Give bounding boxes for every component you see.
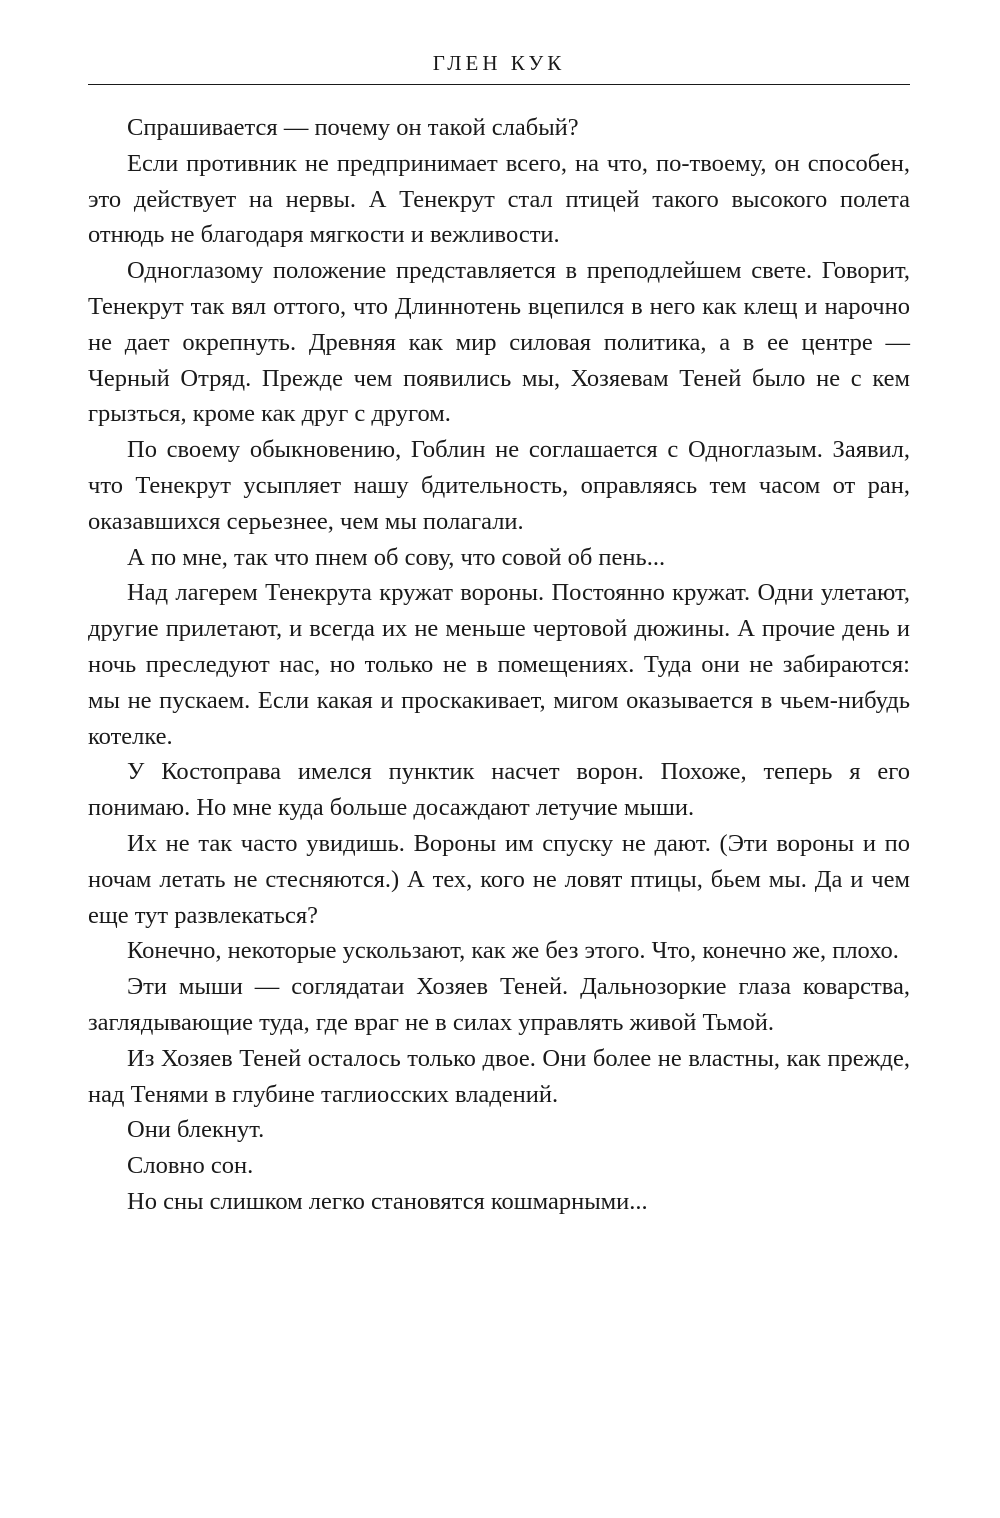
running-header: ГЛЕН КУК <box>432 51 566 75</box>
body-text <box>88 110 910 1220</box>
paragraph: Конечно, некоторые ускользают, как же без этого. Что, конечно же, плохо. <box>127 937 899 965</box>
paragraph: Над лагерем Тенекрута кружат вороны. Постоянно кружат. Одни улетают, другие прилетают, и всегда их не меньше чертовой дюжины. А прочие день и ночь преследуют нас, но только не в помещениях. Туда они не забираются: мы не пускаем. Если какая и проскакивает, мигом оказывается в чьем-нибудь котелке. <box>88 579 910 750</box>
header-rule <box>88 84 910 85</box>
paragraph: Одноглазому положение представляется в преподлейшем свете. Говорит, Тенекрут так вял оттого, что Длиннотень вцепился в него как клещ и нарочно не дает окрепнуть. Древняя как мир силовая политика, а в ее центре — Черный Отряд. Прежде чем появились мы, Хозяевам Теней было не с кем грызться, кроме как друг с другом. <box>88 257 910 428</box>
paragraph: Из Хозяев Теней осталось только двое. Они более не властны, как прежде, над Тенями в глубине таглиосских владений. <box>88 1044 910 1108</box>
paragraph: Словно сон. <box>127 1152 254 1180</box>
paragraph: Они блекнут. <box>127 1116 265 1144</box>
paragraph: Но сны слишком легко становятся кошмарными... <box>127 1187 648 1215</box>
paragraph: По своему обыкновению, Гоблин не соглашается с Одноглазым. Заявил, что Тенекрут усыпляет нашу бдительность, оправляясь тем часом от ран, оказавшихся серьезнее, чем мы полагали. <box>88 436 910 535</box>
paragraph: А по мне, так что пнем об сову, что совой об пень... <box>127 543 666 571</box>
paragraph: Если противник не предпринимает всего, на что, по-твоему, он способен, это действует на нервы. А Тенекрут стал птицей такого высокого полета отнюдь не благодаря мягкости и вежливости. <box>88 149 910 249</box>
paragraph: Их не так часто увидишь. Вороны им спуску не дают. (Эти вороны и по ночам летать не стесняются.) А тех, кого не ловят птицы, бьем мы. Да и чем еще тут развлекаться? <box>88 829 910 929</box>
paragraph: Эти мыши — соглядатаи Хозяев Теней. Дальнозоркие глаза коварства, заглядывающие туда, где враг не в силах управлять живой Тьмой. <box>88 973 910 1036</box>
paragraph: У Костоправа имелся пунктик насчет ворон. Похоже, теперь я его понимаю. Но мне куда больше досаждают летучие мыши. <box>88 758 910 822</box>
paragraph: Спрашивается — почему он такой слабый? <box>127 114 579 141</box>
